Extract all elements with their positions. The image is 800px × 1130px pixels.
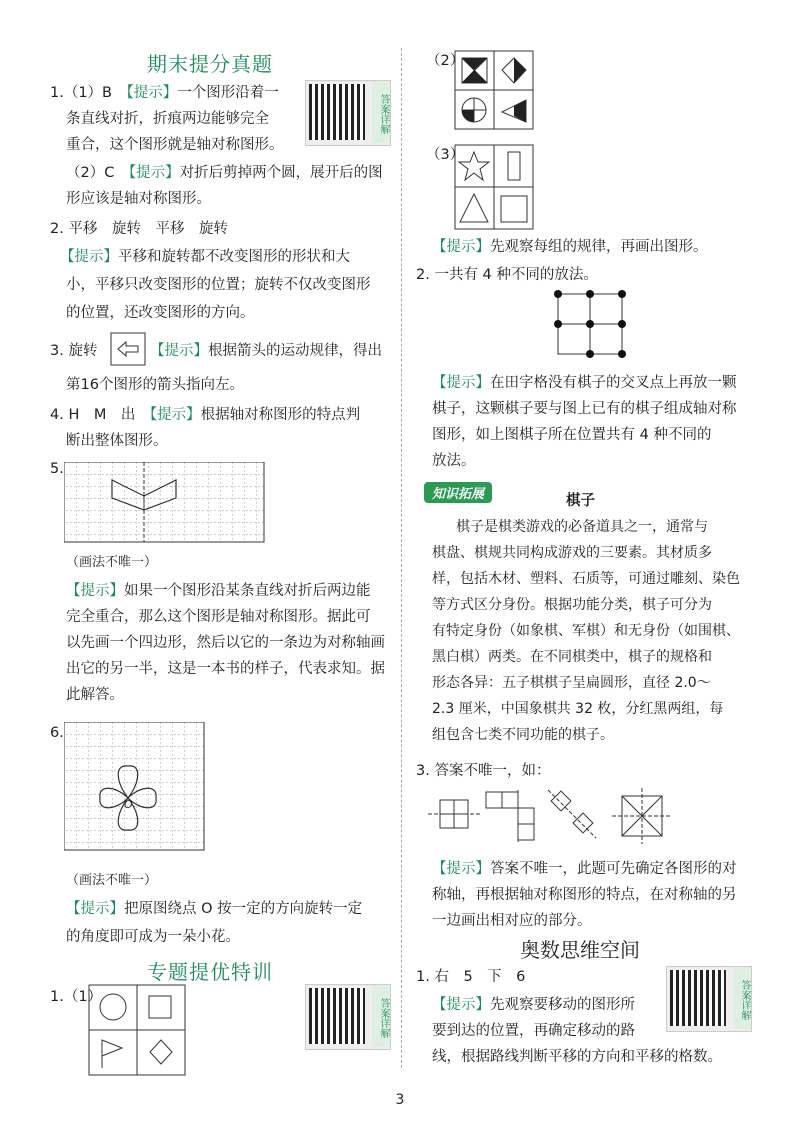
q5-line2: 完全重合，那么这个图形是轴对称图形。据此可 bbox=[66, 609, 371, 625]
column-divider bbox=[401, 48, 402, 1068]
q4-line2: 断出整体图形。 bbox=[66, 433, 168, 449]
ext-line2: 棋盘、棋规共同构成游戏的三要素。其材质多 bbox=[432, 545, 712, 561]
section-title-olympiad: 奥数思维空间 bbox=[520, 938, 640, 962]
chess-grid-figure bbox=[552, 288, 628, 360]
tip-label: 【提示】 bbox=[432, 861, 490, 877]
o1-tip: 先观察要移动的图形所 bbox=[490, 997, 635, 1013]
q5-number: 5. bbox=[50, 461, 64, 477]
ext-line7: 形态各异：五子棋棋子呈扁圆形，直径 2.0～ bbox=[432, 675, 711, 691]
q3-line2: 第16个图形的箭头指向左。 bbox=[66, 377, 244, 393]
section-title-final: 期末提分真题 bbox=[147, 52, 273, 76]
qr-label: 答案详解 bbox=[372, 985, 390, 1047]
q3-answer: 3. 旋转 bbox=[50, 343, 98, 359]
q1a-line3: 重合，这个图形就是轴对称图形。 bbox=[66, 137, 284, 153]
q1b-answer: （2）C bbox=[66, 165, 115, 181]
page-number: 3 bbox=[395, 1092, 405, 1108]
q6-line2: 的角度即可成为一朵小花。 bbox=[66, 929, 240, 945]
ext-line9: 组包含七类不同功能的棋子。 bbox=[432, 727, 614, 743]
section-title-special: 专题提优特训 bbox=[147, 960, 273, 984]
knowledge-extension-tag: 知识拓展 bbox=[424, 482, 492, 503]
q5-line4: 出它的另一半，这是一本书的样子，代表求知。据 bbox=[66, 661, 385, 677]
o1-line3: 线，根据路线判断平移的方向和平移的格数。 bbox=[432, 1049, 722, 1065]
q5-line3: 以先画一个四边形，然后以它的一条边为对称轴画 bbox=[66, 635, 385, 651]
q1a-line bbox=[50, 82, 279, 104]
r-q3-tip: 答案不唯一，此题可先确定各图形的对 bbox=[490, 861, 737, 877]
q1b-tip: 对折后剪掉两个圆，展开后的图 bbox=[179, 165, 383, 181]
point-o-label: O bbox=[124, 798, 133, 811]
q2-tip: 平移和旋转都不改变图形的形状和大 bbox=[118, 249, 350, 265]
r-q3-figures bbox=[426, 786, 676, 846]
qr-code-image bbox=[309, 84, 365, 140]
ext-line6: 黑白棋）两类。在不同棋类中，棋子的规格和 bbox=[432, 649, 712, 665]
tip-label: 【提示】 bbox=[66, 583, 124, 599]
r3-figure-grid bbox=[454, 144, 536, 232]
q1a-line2: 条直线对折，折痕两边能够完全 bbox=[66, 111, 269, 127]
ext-line1: 棋子是棋类游戏的必备道具之一，通常与 bbox=[456, 519, 708, 535]
o1-line2: 要到达的位置，再确定移动的路 bbox=[432, 1023, 635, 1039]
r-q3-line2: 称轴，再根据轴对称图形的特点，在对称轴的另 bbox=[432, 887, 737, 903]
qr-code-image bbox=[670, 970, 726, 1026]
o1-answer: 1. 右 5 下 6 bbox=[416, 969, 526, 985]
q5-tip: 如果一个图形沿某条直线对折后两边能 bbox=[124, 583, 371, 599]
qr-code[interactable] bbox=[305, 80, 391, 146]
r-q3-line3: 一边画出相对应的部分。 bbox=[432, 913, 592, 929]
ext-line3: 样，包括木材、塑料、石质等，可通过雕刻、染色 bbox=[432, 571, 740, 587]
r-q2-line3: 图形，如上图棋子所在位置共有 4 种不同的 bbox=[432, 427, 712, 443]
q6-tip: 把原图绕点 O 按一定的方向旋转一定 bbox=[124, 901, 363, 917]
q5-grid-drawing bbox=[64, 462, 266, 544]
tip-label: 【提示】 bbox=[128, 165, 180, 181]
q1a-tip: 一个图形沿着一 bbox=[177, 85, 279, 101]
s1-number: 1.（1） bbox=[50, 989, 103, 1005]
tip-label: 【提示】 bbox=[432, 239, 490, 255]
r-q2-tip: 在田字格没有棋子的交叉点上再放一颗 bbox=[490, 375, 737, 391]
qr-code[interactable] bbox=[666, 966, 752, 1032]
q5-note: （画法不唯一） bbox=[66, 555, 158, 570]
q2-line2: 小，平移只改变图形的位置；旋转不仅改变图形 bbox=[66, 277, 371, 293]
q4-answer: 4. H M 出 bbox=[50, 407, 136, 423]
left-arrow-box-icon bbox=[110, 332, 146, 366]
r-q2-answer: 2. 一共有 4 种不同的放法。 bbox=[416, 267, 598, 283]
r-tip: 先观察每组的规律，再画出图形。 bbox=[490, 239, 708, 255]
q2-line3: 的位置，还改变图形的方向。 bbox=[66, 305, 255, 321]
r-q2-line4: 放法。 bbox=[432, 453, 476, 469]
ext-line8: 2.3 厘米，中国象棋共 32 枚，分红黑两组，每 bbox=[432, 701, 724, 717]
q6-number: 6. bbox=[50, 725, 64, 741]
r2-number: （2） bbox=[426, 53, 465, 69]
q6-note: （画法不唯一） bbox=[66, 873, 158, 888]
tip-label: 【提示】 bbox=[150, 343, 208, 359]
q1a-answer: 1.（1）B bbox=[50, 85, 113, 101]
qr-code-image bbox=[309, 988, 365, 1044]
qr-code[interactable] bbox=[305, 984, 391, 1050]
qr-label: 答案详解 bbox=[372, 81, 390, 143]
r2-figure-grid bbox=[454, 50, 536, 132]
r3-number: （3） bbox=[426, 147, 465, 163]
s1-figure-grid bbox=[88, 984, 188, 1078]
r-q3-answer: 3. 答案不唯一，如： bbox=[416, 763, 551, 779]
q3-tip: 根据箭头的运动规律，得出 bbox=[208, 343, 382, 359]
tip-label: 【提示】 bbox=[66, 901, 124, 917]
tip-label: 【提示】 bbox=[149, 407, 201, 423]
ext-line4: 等方式区分身份。根据功能分类，棋子可分为 bbox=[432, 597, 712, 613]
q6-grid-flower bbox=[64, 722, 206, 852]
tip-label: 【提示】 bbox=[126, 85, 178, 101]
q5-line5: 此解答。 bbox=[66, 687, 124, 703]
qr-label: 答案详解 bbox=[733, 967, 751, 1029]
r-q2-line2: 棋子，这颗棋子要与图上已有的棋子组成轴对称 bbox=[432, 401, 737, 417]
q2-answer: 2. 平移 旋转 平移 旋转 bbox=[50, 221, 228, 237]
tip-label: 【提示】 bbox=[60, 249, 118, 265]
q1b-line2: 形应该是轴对称图形。 bbox=[66, 191, 211, 207]
ext-line5: 有特定身份（如象棋、军棋）和无身份（如围棋、 bbox=[432, 623, 740, 639]
tip-label: 【提示】 bbox=[432, 375, 490, 391]
ext-title: 棋子 bbox=[566, 493, 595, 509]
q4-tip: 根据轴对称图形的特点判 bbox=[200, 407, 361, 423]
tip-label: 【提示】 bbox=[432, 997, 490, 1013]
